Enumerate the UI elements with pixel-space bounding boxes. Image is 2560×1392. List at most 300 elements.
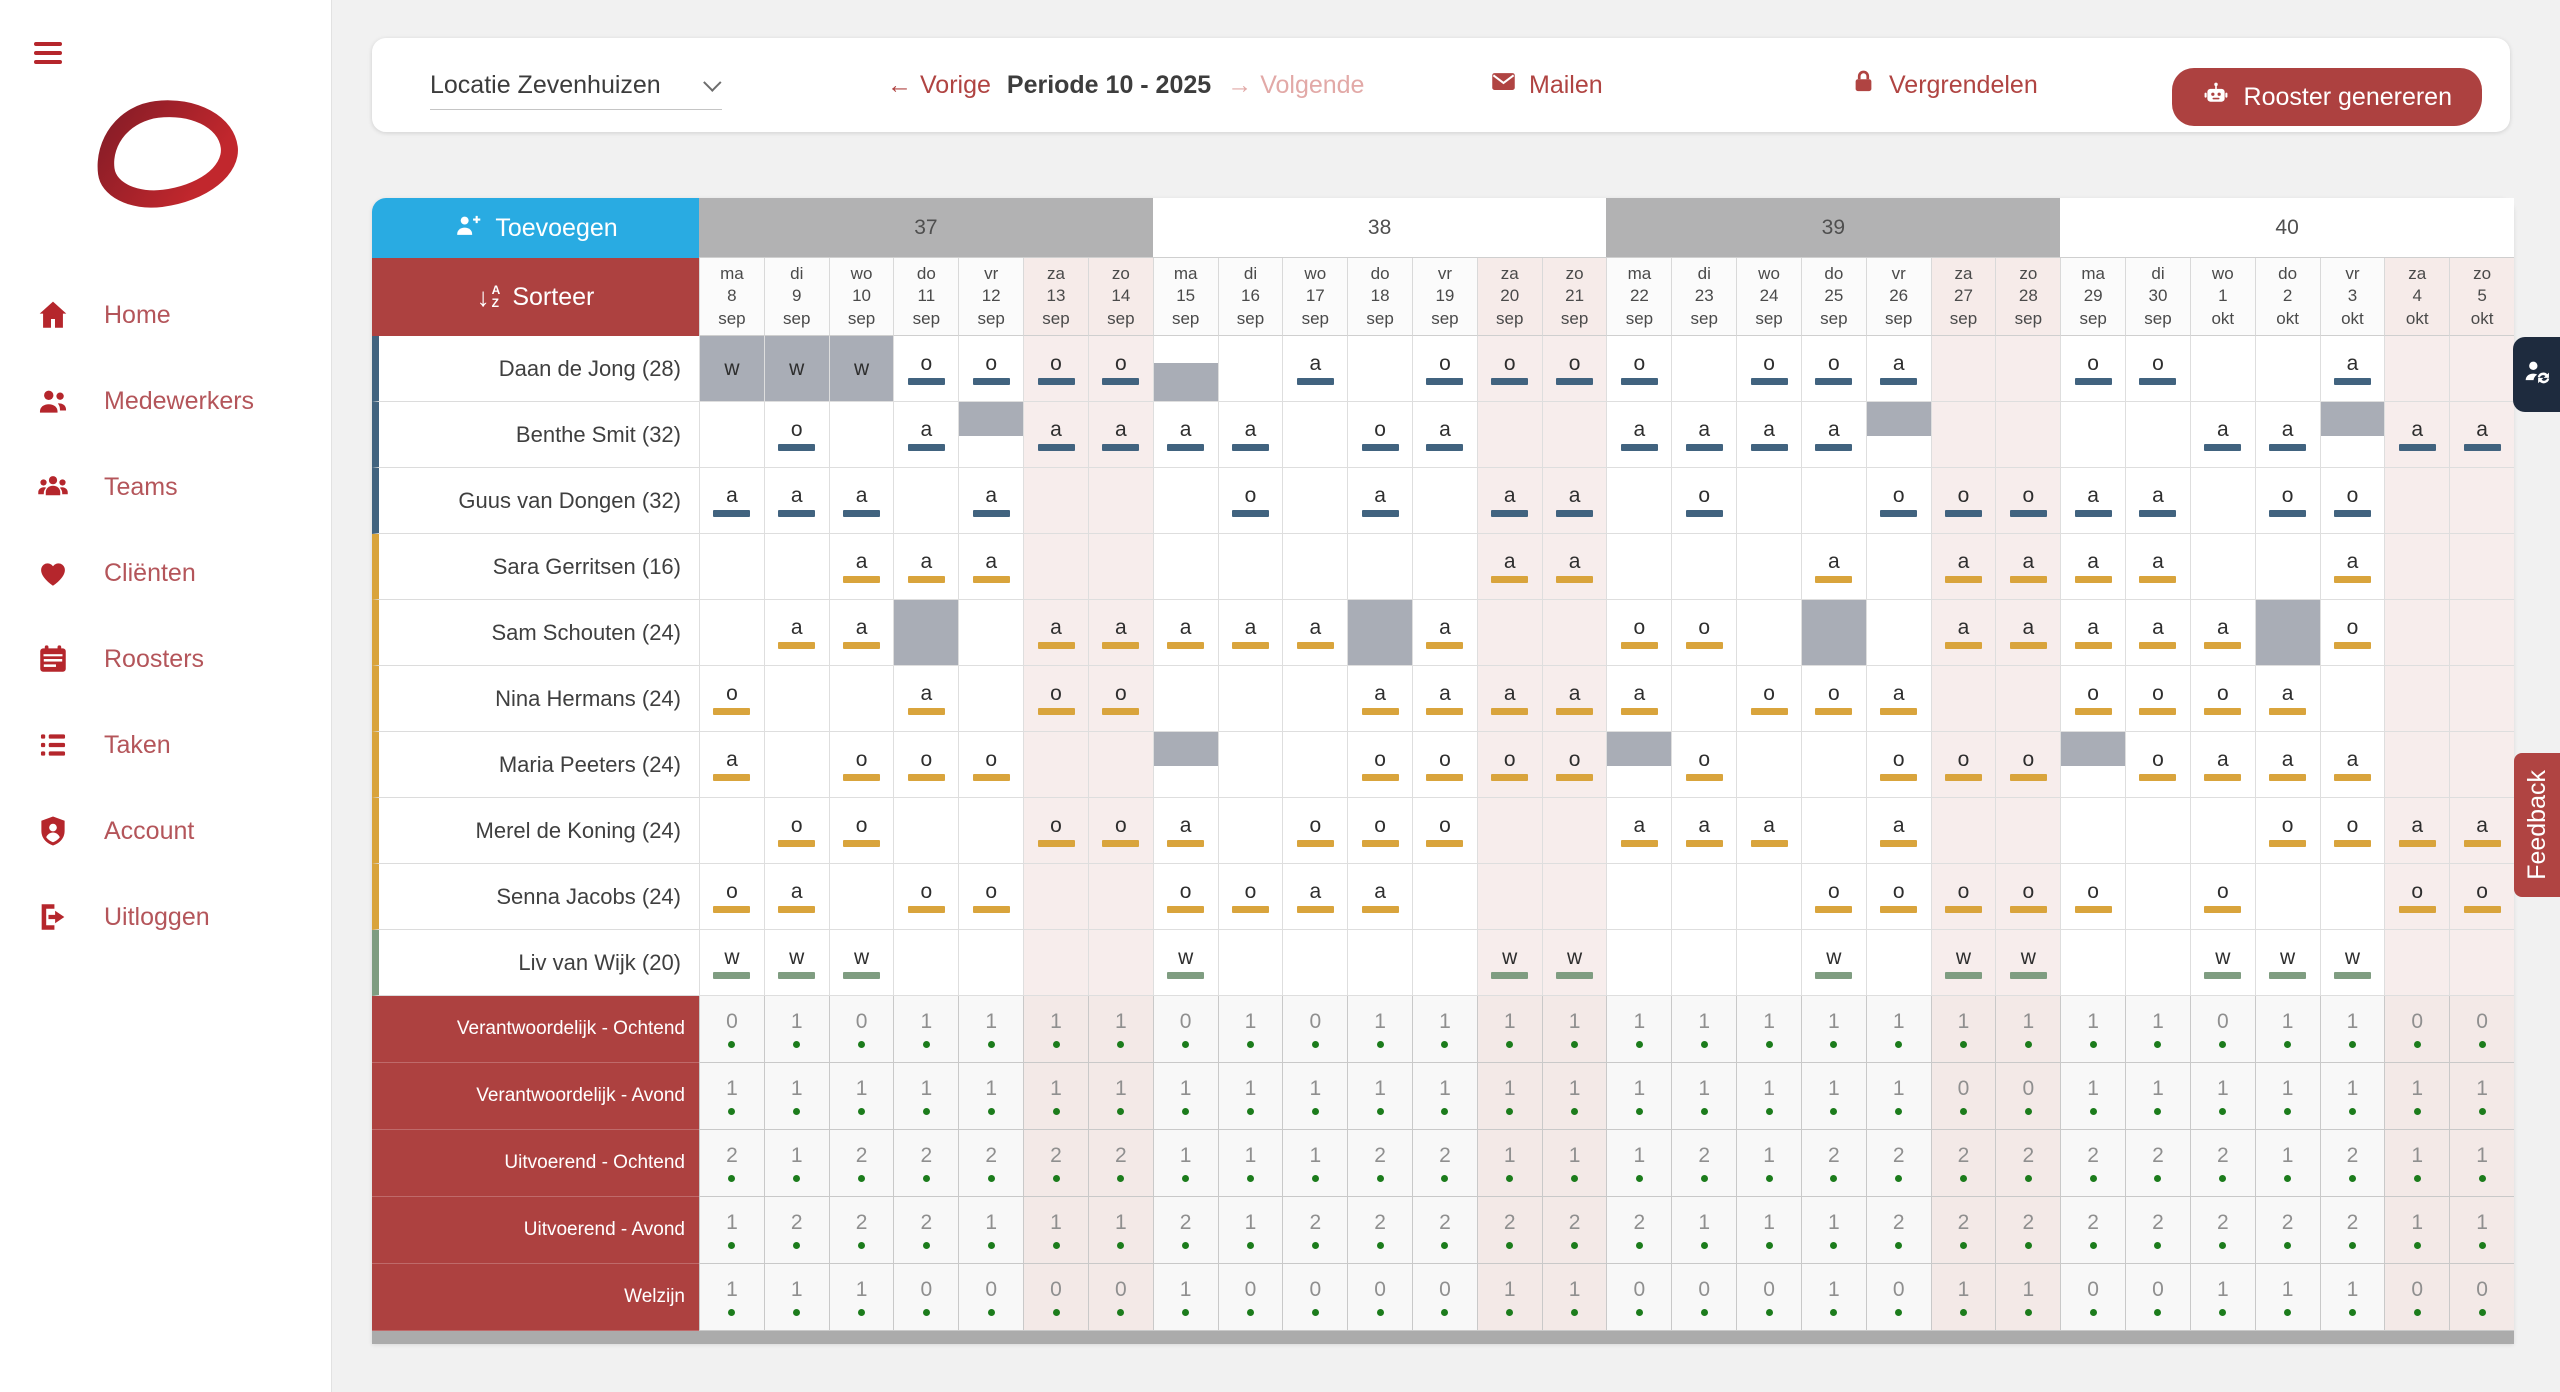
schedule-cell[interactable] (2190, 864, 2255, 930)
schedule-cell[interactable] (2060, 732, 2125, 798)
schedule-cell[interactable] (1412, 798, 1477, 864)
employee-name[interactable] (372, 930, 699, 996)
schedule-cell[interactable] (2320, 402, 2385, 468)
schedule-cell[interactable] (1347, 798, 1412, 864)
schedule-cell[interactable] (764, 732, 829, 798)
schedule-cell[interactable] (1931, 534, 1996, 600)
schedule-cell[interactable] (2320, 534, 2385, 600)
schedule-cell[interactable] (829, 600, 894, 666)
schedule-cell[interactable] (2255, 732, 2320, 798)
employee-name[interactable] (372, 798, 699, 864)
sidebar-item-teams[interactable] (0, 444, 331, 530)
schedule-cell[interactable] (1347, 864, 1412, 930)
sidebar-item-roosters[interactable] (0, 616, 331, 702)
schedule-cell[interactable] (1542, 402, 1607, 468)
schedule-cell[interactable] (1866, 732, 1931, 798)
schedule-cell[interactable] (1282, 864, 1347, 930)
schedule-cell[interactable] (1542, 930, 1607, 996)
schedule-cell[interactable] (1218, 534, 1283, 600)
employee-name[interactable] (372, 468, 699, 534)
schedule-cell[interactable] (1671, 534, 1736, 600)
schedule-cell[interactable] (1347, 336, 1412, 402)
schedule-cell[interactable] (1023, 666, 1088, 732)
schedule-cell[interactable] (1088, 666, 1153, 732)
schedule-cell[interactable] (1218, 864, 1283, 930)
horizontal-scrollbar[interactable] (372, 1331, 2514, 1344)
schedule-cell[interactable] (1153, 402, 1218, 468)
schedule-cell[interactable] (1542, 600, 1607, 666)
schedule-cell[interactable] (1023, 864, 1088, 930)
schedule-cell[interactable] (2320, 798, 2385, 864)
schedule-cell[interactable] (1542, 534, 1607, 600)
schedule-cell[interactable] (2384, 600, 2449, 666)
schedule-cell[interactable] (958, 336, 1023, 402)
schedule-cell[interactable] (1218, 930, 1283, 996)
menu-toggle-button[interactable] (34, 42, 62, 64)
schedule-cell[interactable] (1866, 402, 1931, 468)
schedule-cell[interactable] (1736, 534, 1801, 600)
schedule-cell[interactable] (1412, 864, 1477, 930)
schedule-cell[interactable] (2384, 930, 2449, 996)
schedule-cell[interactable] (1606, 930, 1671, 996)
schedule-cell[interactable] (2449, 798, 2514, 864)
schedule-cell[interactable] (1088, 534, 1153, 600)
schedule-cell[interactable] (1866, 336, 1931, 402)
schedule-cell[interactable] (699, 864, 764, 930)
schedule-cell[interactable] (1023, 402, 1088, 468)
schedule-cell[interactable] (1931, 336, 1996, 402)
schedule-cell[interactable] (1931, 930, 1996, 996)
schedule-cell[interactable] (1282, 930, 1347, 996)
schedule-cell[interactable] (1023, 468, 1088, 534)
schedule-cell[interactable] (1477, 336, 1542, 402)
employee-name[interactable] (372, 732, 699, 798)
schedule-cell[interactable] (1477, 402, 1542, 468)
schedule-cell[interactable] (1801, 864, 1866, 930)
schedule-cell[interactable] (1736, 864, 1801, 930)
schedule-cell[interactable] (1412, 732, 1477, 798)
schedule-cell[interactable] (1736, 336, 1801, 402)
schedule-cell[interactable] (829, 798, 894, 864)
schedule-cell[interactable] (1542, 864, 1607, 930)
schedule-cell[interactable] (2060, 666, 2125, 732)
schedule-cell[interactable] (1153, 600, 1218, 666)
schedule-cell[interactable] (1801, 930, 1866, 996)
schedule-cell[interactable] (1282, 402, 1347, 468)
schedule-cell[interactable] (699, 732, 764, 798)
schedule-cell[interactable] (2060, 402, 2125, 468)
schedule-cell[interactable] (2190, 336, 2255, 402)
schedule-cell[interactable] (764, 600, 829, 666)
schedule-cell[interactable] (1606, 402, 1671, 468)
schedule-cell[interactable] (1023, 798, 1088, 864)
schedule-cell[interactable] (1995, 864, 2060, 930)
schedule-cell[interactable] (829, 534, 894, 600)
schedule-cell[interactable] (1995, 798, 2060, 864)
schedule-cell[interactable] (829, 864, 894, 930)
previous-period-link[interactable] (887, 71, 991, 100)
schedule-cell[interactable] (1153, 930, 1218, 996)
schedule-cell[interactable] (764, 534, 829, 600)
schedule-cell[interactable] (2384, 732, 2449, 798)
schedule-cell[interactable] (1218, 666, 1283, 732)
schedule-cell[interactable] (1736, 732, 1801, 798)
schedule-cell[interactable] (1088, 798, 1153, 864)
schedule-cell[interactable] (1282, 534, 1347, 600)
schedule-cell[interactable] (1736, 402, 1801, 468)
schedule-cell[interactable] (958, 402, 1023, 468)
schedule-cell[interactable] (1801, 666, 1866, 732)
schedule-cell[interactable] (1866, 666, 1931, 732)
schedule-cell[interactable] (1477, 732, 1542, 798)
schedule-cell[interactable] (1866, 864, 1931, 930)
schedule-cell[interactable] (1153, 468, 1218, 534)
schedule-cell[interactable] (2125, 600, 2190, 666)
schedule-cell[interactable] (2125, 534, 2190, 600)
schedule-cell[interactable] (2255, 336, 2320, 402)
schedule-cell[interactable] (958, 468, 1023, 534)
schedule-cell[interactable] (699, 930, 764, 996)
schedule-cell[interactable] (1995, 336, 2060, 402)
schedule-cell[interactable] (1412, 336, 1477, 402)
schedule-cell[interactable] (1477, 930, 1542, 996)
schedule-cell[interactable] (2190, 798, 2255, 864)
feedback-tab[interactable] (2514, 753, 2560, 897)
schedule-cell[interactable] (1606, 534, 1671, 600)
schedule-cell[interactable] (2060, 864, 2125, 930)
schedule-cell[interactable] (893, 930, 958, 996)
schedule-cell[interactable] (1282, 732, 1347, 798)
schedule-cell[interactable] (764, 336, 829, 402)
schedule-cell[interactable] (1023, 930, 1088, 996)
schedule-cell[interactable] (2384, 468, 2449, 534)
schedule-cell[interactable] (2384, 336, 2449, 402)
schedule-cell[interactable] (699, 666, 764, 732)
schedule-cell[interactable] (2449, 402, 2514, 468)
schedule-cell[interactable] (1477, 798, 1542, 864)
schedule-cell[interactable] (2060, 798, 2125, 864)
schedule-cell[interactable] (1995, 534, 2060, 600)
schedule-cell[interactable] (1153, 732, 1218, 798)
schedule-cell[interactable] (699, 798, 764, 864)
schedule-cell[interactable] (1347, 402, 1412, 468)
schedule-cell[interactable] (699, 336, 764, 402)
schedule-cell[interactable] (2449, 534, 2514, 600)
employee-name[interactable] (372, 336, 699, 402)
schedule-cell[interactable] (1995, 402, 2060, 468)
schedule-cell[interactable] (2125, 798, 2190, 864)
schedule-cell[interactable] (2320, 930, 2385, 996)
schedule-cell[interactable] (2190, 468, 2255, 534)
schedule-cell[interactable] (764, 666, 829, 732)
schedule-cell[interactable] (1282, 468, 1347, 534)
schedule-cell[interactable] (2320, 336, 2385, 402)
schedule-cell[interactable] (2384, 798, 2449, 864)
schedule-cell[interactable] (2320, 600, 2385, 666)
schedule-cell[interactable] (2060, 336, 2125, 402)
schedule-cell[interactable] (1931, 402, 1996, 468)
schedule-cell[interactable] (699, 468, 764, 534)
schedule-cell[interactable] (1023, 600, 1088, 666)
schedule-cell[interactable] (1088, 402, 1153, 468)
schedule-cell[interactable] (1088, 600, 1153, 666)
schedule-cell[interactable] (2255, 600, 2320, 666)
schedule-cell[interactable] (1542, 666, 1607, 732)
schedule-cell[interactable] (1282, 600, 1347, 666)
schedule-cell[interactable] (958, 534, 1023, 600)
schedule-cell[interactable] (2060, 930, 2125, 996)
schedule-cell[interactable] (2320, 864, 2385, 930)
schedule-cell[interactable] (1801, 468, 1866, 534)
add-employee-button[interactable] (372, 198, 699, 258)
schedule-cell[interactable] (1282, 336, 1347, 402)
lock-link[interactable] (1850, 38, 2038, 132)
schedule-cell[interactable] (1347, 666, 1412, 732)
schedule-cell[interactable] (1218, 732, 1283, 798)
schedule-cell[interactable] (1671, 864, 1736, 930)
schedule-cell[interactable] (1801, 600, 1866, 666)
schedule-cell[interactable] (2255, 468, 2320, 534)
schedule-cell[interactable] (829, 468, 894, 534)
schedule-cell[interactable] (1218, 402, 1283, 468)
schedule-cell[interactable] (958, 798, 1023, 864)
schedule-cell[interactable] (893, 336, 958, 402)
schedule-cell[interactable] (2449, 336, 2514, 402)
schedule-cell[interactable] (2255, 534, 2320, 600)
sidebar-item-account[interactable] (0, 788, 331, 874)
schedule-cell[interactable] (2190, 600, 2255, 666)
schedule-cell[interactable] (1218, 600, 1283, 666)
schedule-cell[interactable] (1153, 534, 1218, 600)
schedule-cell[interactable] (1153, 798, 1218, 864)
schedule-cell[interactable] (1606, 732, 1671, 798)
schedule-cell[interactable] (2449, 600, 2514, 666)
schedule-cell[interactable] (958, 930, 1023, 996)
schedule-cell[interactable] (2060, 600, 2125, 666)
schedule-cell[interactable] (1995, 930, 2060, 996)
schedule-cell[interactable] (1023, 534, 1088, 600)
schedule-cell[interactable] (2449, 930, 2514, 996)
employee-name[interactable] (372, 864, 699, 930)
schedule-cell[interactable] (1347, 534, 1412, 600)
schedule-cell[interactable] (1801, 336, 1866, 402)
schedule-cell[interactable] (2255, 798, 2320, 864)
schedule-cell[interactable] (1412, 600, 1477, 666)
schedule-cell[interactable] (1477, 600, 1542, 666)
sidebar-item-clienten[interactable] (0, 530, 331, 616)
schedule-cell[interactable] (893, 402, 958, 468)
schedule-cell[interactable] (2190, 930, 2255, 996)
schedule-cell[interactable] (1218, 798, 1283, 864)
schedule-cell[interactable] (1412, 468, 1477, 534)
schedule-cell[interactable] (1542, 798, 1607, 864)
schedule-cell[interactable] (893, 534, 958, 600)
schedule-cell[interactable] (1866, 600, 1931, 666)
schedule-cell[interactable] (1218, 336, 1283, 402)
schedule-cell[interactable] (1671, 798, 1736, 864)
schedule-cell[interactable] (1606, 798, 1671, 864)
schedule-cell[interactable] (2255, 930, 2320, 996)
schedule-cell[interactable] (1606, 666, 1671, 732)
employee-name[interactable] (372, 666, 699, 732)
schedule-cell[interactable] (1866, 468, 1931, 534)
schedule-cell[interactable] (1736, 930, 1801, 996)
employee-name[interactable] (372, 600, 699, 666)
schedule-cell[interactable] (2125, 930, 2190, 996)
sidebar-item-home[interactable] (0, 272, 331, 358)
schedule-cell[interactable] (2125, 666, 2190, 732)
schedule-cell[interactable] (1412, 666, 1477, 732)
mail-link[interactable] (1490, 38, 1603, 132)
schedule-cell[interactable] (2060, 534, 2125, 600)
schedule-cell[interactable] (1412, 534, 1477, 600)
schedule-cell[interactable] (893, 468, 958, 534)
schedule-cell[interactable] (958, 864, 1023, 930)
schedule-cell[interactable] (2320, 468, 2385, 534)
schedule-cell[interactable] (1801, 534, 1866, 600)
schedule-cell[interactable] (1801, 732, 1866, 798)
schedule-cell[interactable] (699, 402, 764, 468)
schedule-cell[interactable] (893, 798, 958, 864)
schedule-cell[interactable] (1606, 468, 1671, 534)
schedule-cell[interactable] (699, 600, 764, 666)
schedule-cell[interactable] (1347, 468, 1412, 534)
schedule-cell[interactable] (1671, 600, 1736, 666)
schedule-cell[interactable] (1153, 666, 1218, 732)
schedule-cell[interactable] (1477, 864, 1542, 930)
schedule-cell[interactable] (829, 336, 894, 402)
schedule-cell[interactable] (1088, 468, 1153, 534)
schedule-cell[interactable] (2449, 666, 2514, 732)
schedule-cell[interactable] (1736, 468, 1801, 534)
schedule-cell[interactable] (1866, 534, 1931, 600)
schedule-cell[interactable] (2125, 402, 2190, 468)
schedule-cell[interactable] (1671, 732, 1736, 798)
schedule-cell[interactable] (2255, 402, 2320, 468)
schedule-cell[interactable] (764, 402, 829, 468)
schedule-cell[interactable] (1606, 600, 1671, 666)
schedule-cell[interactable] (1931, 798, 1996, 864)
schedule-cell[interactable] (2384, 666, 2449, 732)
schedule-cell[interactable] (2190, 402, 2255, 468)
schedule-cell[interactable] (2449, 732, 2514, 798)
schedule-cell[interactable] (1671, 930, 1736, 996)
schedule-cell[interactable] (2449, 468, 2514, 534)
schedule-cell[interactable] (1606, 336, 1671, 402)
schedule-cell[interactable] (1801, 402, 1866, 468)
schedule-cell[interactable] (1995, 600, 2060, 666)
sidebar-item-medewerkers[interactable] (0, 358, 331, 444)
schedule-cell[interactable] (2384, 864, 2449, 930)
schedule-cell[interactable] (1412, 402, 1477, 468)
schedule-cell[interactable] (1412, 930, 1477, 996)
sidebar-item-uitloggen[interactable] (0, 874, 331, 960)
schedule-cell[interactable] (1542, 468, 1607, 534)
schedule-cell[interactable] (699, 534, 764, 600)
schedule-cell[interactable] (1995, 732, 2060, 798)
schedule-cell[interactable] (1282, 666, 1347, 732)
schedule-cell[interactable] (1088, 336, 1153, 402)
schedule-cell[interactable] (1477, 666, 1542, 732)
schedule-cell[interactable] (764, 930, 829, 996)
schedule-cell[interactable] (1931, 864, 1996, 930)
schedule-cell[interactable] (829, 732, 894, 798)
schedule-cell[interactable] (1866, 930, 1931, 996)
schedule-cell[interactable] (1931, 732, 1996, 798)
schedule-cell[interactable] (1347, 732, 1412, 798)
schedule-cell[interactable] (1671, 402, 1736, 468)
schedule-cell[interactable] (1671, 468, 1736, 534)
sidebar-item-taken[interactable] (0, 702, 331, 788)
schedule-cell[interactable] (1023, 732, 1088, 798)
schedule-cell[interactable] (2125, 336, 2190, 402)
schedule-cell[interactable] (1606, 864, 1671, 930)
schedule-cell[interactable] (2384, 534, 2449, 600)
schedule-cell[interactable] (764, 864, 829, 930)
schedule-cell[interactable] (893, 600, 958, 666)
schedule-cell[interactable] (1995, 666, 2060, 732)
schedule-cell[interactable] (764, 798, 829, 864)
schedule-cell[interactable] (1088, 930, 1153, 996)
schedule-cell[interactable] (2190, 666, 2255, 732)
schedule-cell[interactable] (2384, 402, 2449, 468)
schedule-cell[interactable] (1736, 600, 1801, 666)
schedule-cell[interactable] (2060, 468, 2125, 534)
schedule-cell[interactable] (1218, 468, 1283, 534)
schedule-cell[interactable] (1477, 468, 1542, 534)
schedule-cell[interactable] (893, 666, 958, 732)
schedule-cell[interactable] (2125, 468, 2190, 534)
schedule-cell[interactable] (829, 402, 894, 468)
schedule-cell[interactable] (1153, 864, 1218, 930)
schedule-cell[interactable] (1347, 930, 1412, 996)
employee-name[interactable] (372, 402, 699, 468)
schedule-cell[interactable] (2190, 534, 2255, 600)
schedule-cell[interactable] (1282, 798, 1347, 864)
schedule-cell[interactable] (1088, 732, 1153, 798)
schedule-cell[interactable] (1995, 468, 2060, 534)
schedule-cell[interactable] (764, 468, 829, 534)
employee-name[interactable] (372, 534, 699, 600)
schedule-cell[interactable] (1347, 600, 1412, 666)
schedule-cell[interactable] (2320, 666, 2385, 732)
schedule-cell[interactable] (1801, 798, 1866, 864)
location-select[interactable] (430, 62, 722, 110)
schedule-cell[interactable] (2190, 732, 2255, 798)
schedule-cell[interactable] (2320, 732, 2385, 798)
schedule-cell[interactable] (1931, 468, 1996, 534)
schedule-cell[interactable] (1542, 336, 1607, 402)
schedule-cell[interactable] (2255, 864, 2320, 930)
schedule-cell[interactable] (1023, 336, 1088, 402)
schedule-cell[interactable] (1671, 666, 1736, 732)
schedule-cell[interactable] (1542, 732, 1607, 798)
schedule-cell[interactable] (1671, 336, 1736, 402)
schedule-cell[interactable] (1736, 798, 1801, 864)
next-period-link[interactable] (1227, 71, 1364, 100)
schedule-cell[interactable] (2125, 864, 2190, 930)
schedule-cell[interactable] (2449, 864, 2514, 930)
generate-roster-button[interactable] (2172, 68, 2482, 126)
schedule-cell[interactable] (829, 930, 894, 996)
schedule-cell[interactable] (958, 600, 1023, 666)
schedule-cell[interactable] (1931, 666, 1996, 732)
employee-sync-button[interactable] (2513, 337, 2560, 412)
schedule-cell[interactable] (1736, 666, 1801, 732)
schedule-cell[interactable] (958, 666, 1023, 732)
schedule-cell[interactable] (1088, 864, 1153, 930)
schedule-cell[interactable] (1153, 336, 1218, 402)
